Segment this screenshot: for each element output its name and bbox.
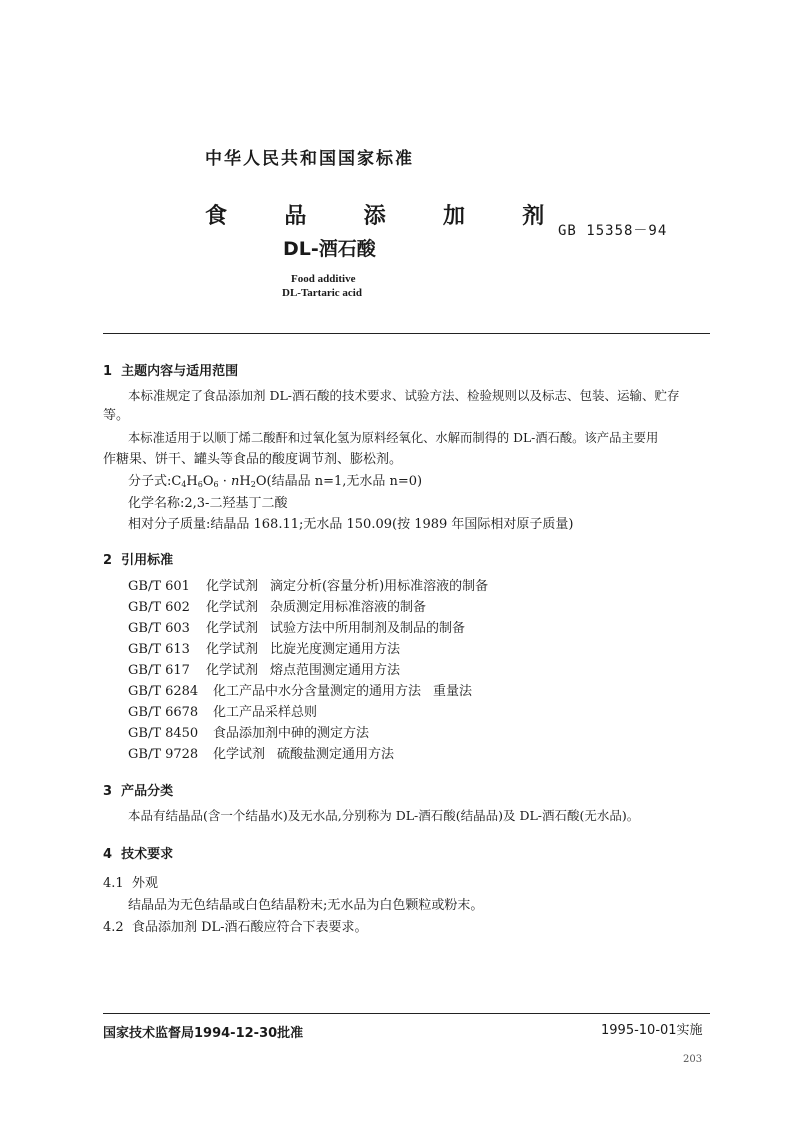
s1-chem-name: 化学名称:2,3-二羟基丁二酸	[128, 496, 288, 511]
s4-1-heading: 4.1 外观	[103, 876, 158, 891]
formula-prefix: 分子式:C	[128, 474, 182, 489]
national-standard-title: 中华人民共和国国家标准	[205, 149, 414, 169]
ref-category: 化学试剂	[206, 642, 259, 657]
reference-row	[128, 598, 426, 618]
title-en-1: Food additive	[291, 273, 356, 285]
ref-code: GB/T 8450	[128, 726, 199, 741]
formula-sub-o: 6	[213, 480, 219, 489]
page-number: 203	[683, 1054, 703, 1065]
s1-para2-line2: 作糖果、饼干、罐头等食品的酸度调节剂、膨松剂。	[103, 452, 403, 467]
ref-title: 试验方法中所用制剂及制品的制备	[270, 621, 466, 636]
formula-mid: ·	[218, 474, 232, 489]
s1-formula	[128, 472, 422, 495]
header-divider	[103, 333, 710, 334]
ref-category: 化学试剂	[206, 621, 259, 636]
formula-h: H	[186, 474, 198, 489]
ref-code: GB/T 601	[128, 579, 190, 594]
ref-title: 重量法	[433, 684, 473, 699]
s4-2-text: 4.2 食品添加剂 DL-酒石酸应符合下表要求。	[103, 920, 368, 935]
title-en-2: DL-Tartaric acid	[282, 287, 362, 299]
subtitle-cn: DL-酒石酸	[283, 238, 376, 260]
formula-rest: O(结晶品 n=1,无水品 n=0)	[255, 474, 423, 489]
ref-category: 化学试剂	[206, 663, 259, 678]
formula-n: n	[231, 474, 240, 489]
ref-title: 熔点范围测定通用方法	[270, 663, 401, 678]
ref-title: 杂质测定用标准溶液的制备	[270, 600, 427, 615]
reference-row	[128, 745, 394, 765]
footer-divider	[103, 1013, 710, 1014]
s4-1-text: 结晶品为无色结晶或白色结晶粉末;无水品为白色颗粒或粉末。	[128, 898, 484, 913]
formula-o: O	[202, 474, 214, 489]
ref-category: 化学试剂	[206, 600, 259, 615]
reference-row	[128, 682, 472, 702]
title-cn: 食 品 添 加 剂	[205, 204, 559, 229]
reference-row	[128, 577, 488, 597]
ref-code: GB/T 6284	[128, 684, 199, 699]
s1-mass: 相对分子质量:结晶品 168.11;无水品 150.09(按 1989 年国际相对原子质量)	[128, 517, 574, 532]
ref-title: 滴定分析(容量分析)用标准溶液的制备	[270, 579, 489, 594]
reference-row	[128, 640, 400, 660]
ref-category: 化学试剂	[213, 747, 266, 762]
ref-code: GB/T 602	[128, 600, 190, 615]
formula-sub-h: 6	[197, 480, 203, 489]
ref-code: GB/T 617	[128, 663, 190, 678]
formula-sub-c: 4	[181, 480, 187, 489]
approval-text: 国家技术监督局1994-12-30批准	[103, 1026, 304, 1041]
s3-text: 本品有结晶品(含一个结晶水)及无水品,分别称为 DL-酒石酸(结晶品)及 DL-酒石酸(无水品)。	[128, 808, 640, 823]
section-2-heading: 2 引用标准	[103, 553, 174, 568]
ref-code: GB/T 603	[128, 621, 190, 636]
ref-title: 比旋光度测定通用方法	[270, 642, 401, 657]
s1-para2-line1: 本标准适用于以顺丁烯二酸酐和过氧化氢为原料经氧化、水解而制得的 DL-酒石酸。该产品主要用	[128, 431, 659, 445]
effective-date: 1995-10-01实施	[601, 1023, 703, 1038]
ref-code: GB/T 6678	[128, 705, 199, 720]
section-1-heading: 1 主题内容与适用范围	[103, 364, 239, 379]
section-3-heading: 3 产品分类	[103, 784, 174, 799]
reference-row	[128, 619, 465, 639]
reference-row	[128, 703, 329, 723]
standard-code: GB 15358－94	[558, 223, 668, 239]
ref-title: 硫酸盐测定通用方法	[277, 747, 395, 762]
formula-h2o: H	[239, 474, 251, 489]
ref-code: GB/T 9728	[128, 747, 199, 762]
reference-row	[128, 724, 381, 744]
s1-para1-line2: 等。	[103, 408, 130, 423]
ref-category: 化学试剂	[206, 579, 259, 594]
formula-sub-2: 2	[250, 480, 256, 489]
ref-category: 食品添加剂中砷的测定方法	[213, 726, 370, 741]
section-4-heading: 4 技术要求	[103, 847, 174, 862]
ref-category: 化工产品采样总则	[213, 705, 318, 720]
reference-row	[128, 661, 400, 681]
s1-para1-line1: 本标准规定了食品添加剂 DL-酒石酸的技术要求、试验方法、检验规则以及标志、包装、运输、贮存	[128, 388, 680, 403]
ref-code: GB/T 613	[128, 642, 190, 657]
ref-category: 化工产品中水分含量测定的通用方法	[213, 684, 422, 699]
